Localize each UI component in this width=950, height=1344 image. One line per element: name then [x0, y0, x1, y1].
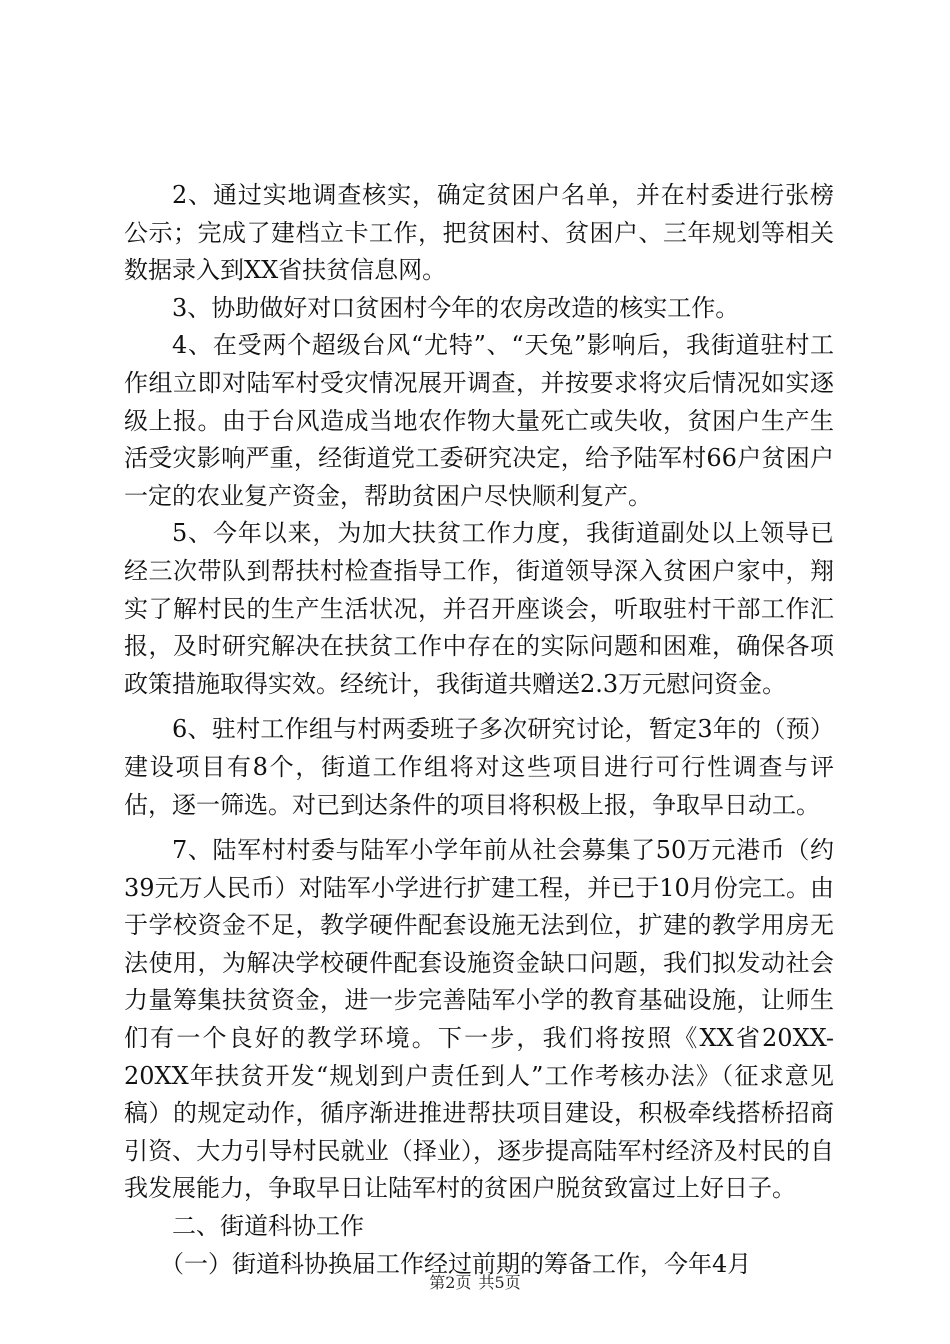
document-body: [124, 177, 834, 1283]
page-number-footer: 第2页 共5页: [429, 1273, 521, 1292]
paragraph-4: 4、在受两个超级台风“尤特”、“天兔”影响后，我街道驻村工作组立即对陆军村受灾情况展开调查，并按要求将灾后情况如实逐级上报。由于台风造成当地农作物大量死亡或失收，贫困户生产生活受灾影响严重，经街道党工委研究决定，给予陆军村66户贫困户一定的农业复产资金，帮助贫困户尽快顺利复产。: [124, 331, 834, 510]
paragraph-3: 3、协助做好对口贫困村今年的农房改造的核实工作。: [172, 293, 740, 322]
section-heading: 二、街道科协工作: [172, 1212, 364, 1241]
paragraph-2: 2、通过实地调查核实，确定贫困户名单，并在村委进行张榜公示；完成了建档立卡工作，把贫困村、贫困户、三年规划等相关数据录入到XX省扶贫信息网。: [124, 181, 834, 285]
paragraph-7: 7、陆军村村委与陆军小学年前从社会募集了50万元港币（约39元万人民币）对陆军小学进行扩建工程，并已于10月份完工。由于学校资金不足，教学硬件配套设施无法到位，扩建的教学用房无法使用，为解决学校硬件配套设施资金缺口问题，我们拟发动社会力量筹集扶贫资金，进一步完善陆军小学的教育基础设施，让师生们有一个良好的教学环境。下一步，我们将按照《XX省20XX-20XX年扶贫开发“规划到户责任到人”工作考核办法》（征求意见稿）的规定动作，循序渐进推进帮扶项目建设，积极牵线搭桥招商引资、大力引导村民就业（择业），逐步提高陆军村经济及村民的自我发展能力，争取早日让陆军村的贫困户脱贫致富过上好日子。: [124, 836, 834, 1203]
paragraph-section-1: （一）街道科协换届工作经过前期的筹备工作，今年4月: [160, 1249, 752, 1278]
paragraph-5: 5、今年以来，为加大扶贫工作力度，我街道副处以上领导已经三次带队到帮扶村检查指导工作，街道领导深入贫困户家中，翔实了解村民的生产生活状况，并召开座谈会，听取驻村干部工作汇报，及时研究解决在扶贫工作中存在的实际问题和困难，确保各项政策措施取得实效。经统计，我街道共赠送2.3万元慰问资金。: [124, 519, 834, 698]
paragraph-6: 6、驻村工作组与村两委班子多次研究讨论，暂定3年的（预）建设项目有8个，街道工作组将对这些项目进行可行性调查与评估，逐一筛选。对已到达条件的项目将积极上报，争取早日动工。: [124, 715, 834, 819]
